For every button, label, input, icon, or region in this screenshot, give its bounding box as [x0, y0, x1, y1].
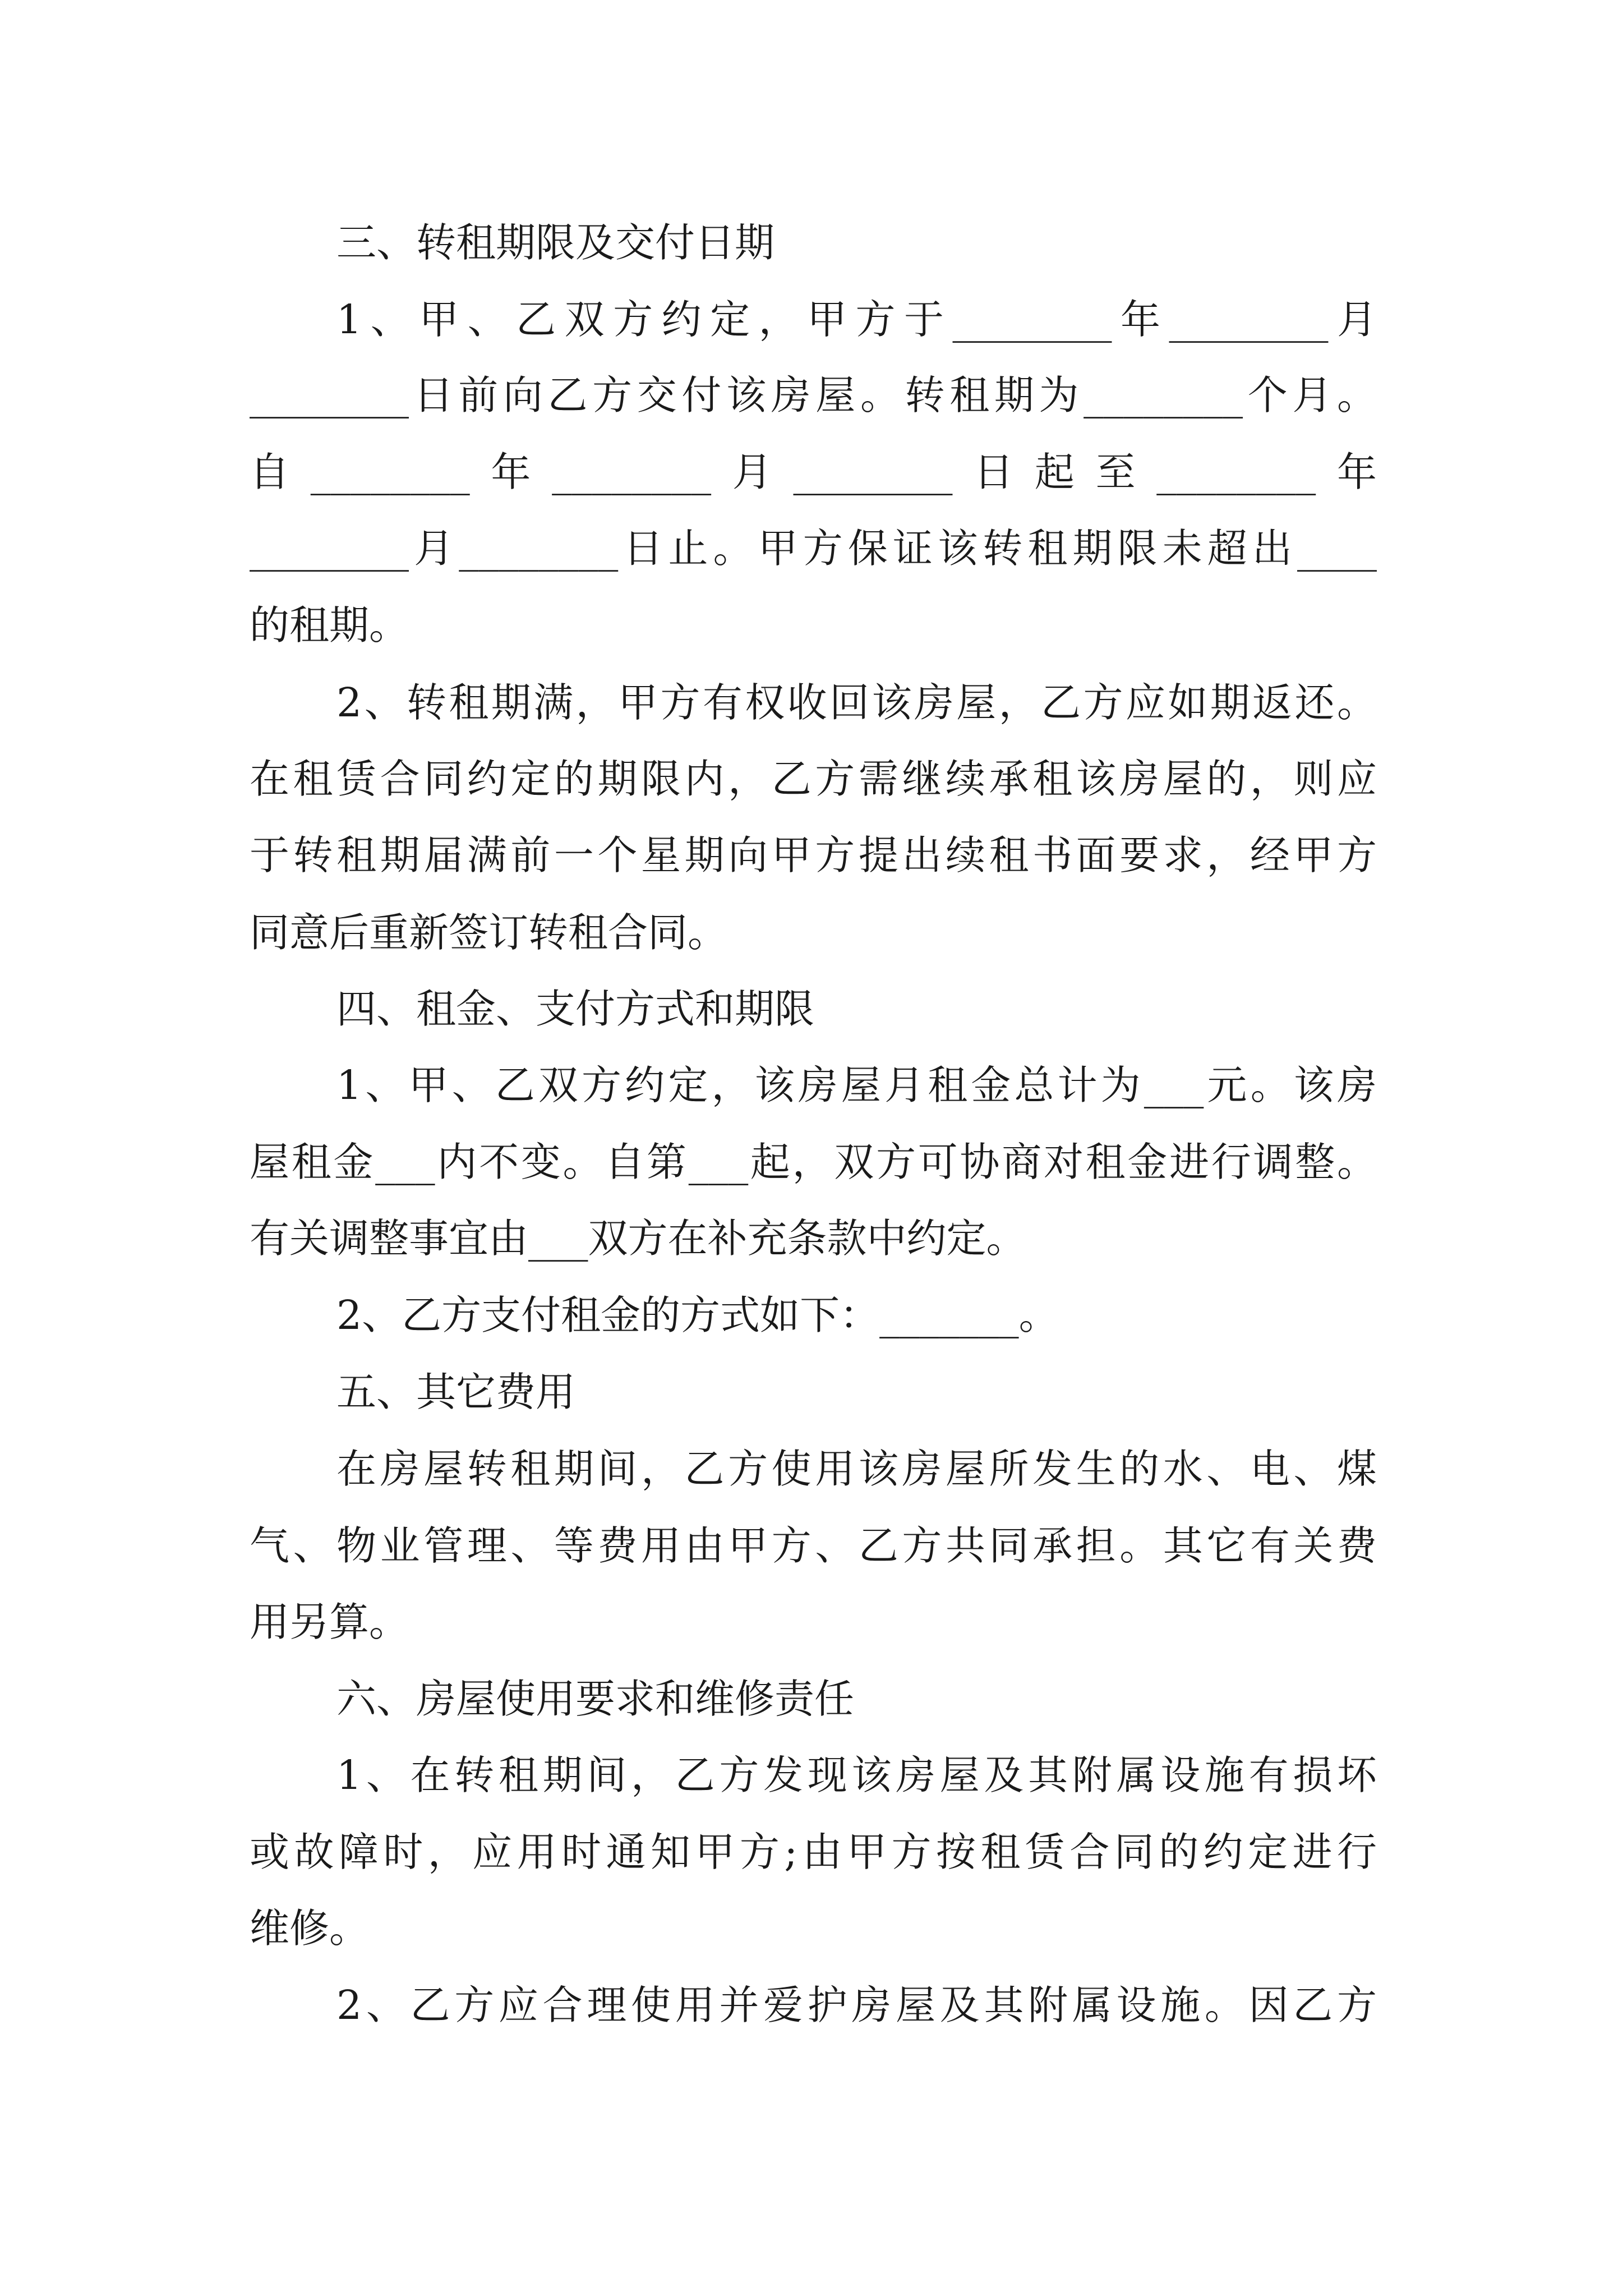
paragraph-line: 2、乙方支付租金的方式如下：_______。	[336, 1292, 1059, 1338]
paragraph-line: 在租赁合同约定的期限内，乙方需继续承租该房屋的，则应	[250, 756, 1377, 802]
paragraph-line: 或故障时，应用时通知甲方;由甲方按租赁合同的约定进行	[250, 1829, 1377, 1875]
paragraph-line: 1、甲、乙双方约定，该房屋月租金总计为___元。该房	[336, 1062, 1377, 1108]
paragraph-line: 于转租期届满前一个星期向甲方提出续租书面要求，经甲方	[250, 832, 1377, 878]
paragraph-line: 2、转租期满，甲方有权收回该房屋，乙方应如期返还。	[336, 679, 1377, 726]
paragraph-line: 2、乙方应合理使用并爱护房屋及其附属设施。因乙方	[336, 1982, 1377, 2028]
paragraph-line: 屋租金___内不变。自第___起，双方可协商对租金进行调整。	[250, 1139, 1377, 1185]
paragraph-line: 用另算。	[250, 1599, 409, 1645]
paragraph-line: 在房屋转租期间，乙方使用该房屋所发生的水、电、煤	[336, 1446, 1377, 1492]
paragraph-line: 自________年________月________日起至________年	[250, 449, 1377, 495]
paragraph-line: 1、甲、乙双方约定，甲方于________年________月	[336, 296, 1377, 343]
section-heading: 四、租金、支付方式和期限	[336, 986, 815, 1032]
section-heading: 六、房屋使用要求和维修责任	[336, 1676, 855, 1722]
section-heading: 五、其它费用	[336, 1369, 576, 1415]
paragraph-line: 维修。	[250, 1905, 370, 1952]
paragraph-line: ________月________日止。甲方保证该转租期限未超出____	[250, 525, 1377, 572]
paragraph-line: 有关调整事宜由___双方在补充条款中约定。	[250, 1215, 1026, 1262]
paragraph-line: 同意后重新签订转租合同。	[250, 909, 728, 956]
paragraph-line: ________日前向乙方交付该房屋。转租期为________个月。	[250, 372, 1377, 418]
paragraph-line: 1、在转租期间，乙方发现该房屋及其附属设施有损坏	[336, 1752, 1377, 1798]
paragraph-line: 的租期。	[250, 602, 409, 648]
section-heading: 三、转租期限及交付日期	[336, 219, 775, 266]
paragraph-line: 气、物业管理、等费用由甲方、乙方共同承担。其它有关费	[250, 1522, 1377, 1569]
